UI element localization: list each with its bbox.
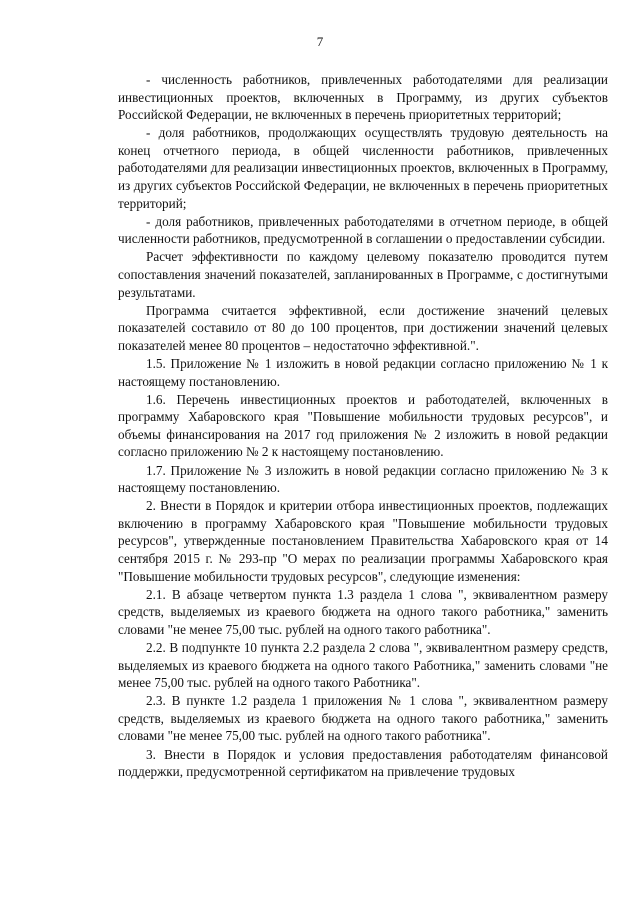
paragraph: 2. Внести в Порядок и критерии отбора инвестиционных проектов, подлежащих включению в программу Хабаровского края "Повышение мобильности трудовых ресурсов", утвержденные постановлением Правительства Хабаровского края от 14 сентября 2015 г. № 293-пр "О мерах по реализации программы Хабаровского края "Повышение мобильности трудовых ресурсов", следующие изменения:: [118, 498, 608, 584]
document-body: [118, 71, 608, 781]
paragraph: 2.1. В абзаце четвертом пункта 1.3 раздела 1 слова ", эквивалентном размеру средств, выделяемых из краевого бюджета на одного такого работника," заменить словами "не менее 75,00 тыс. рублей на одного такого работника".: [118, 586, 608, 637]
paragraph: - доля работников, привлеченных работодателями в отчетном периоде, в общей численности работников, предусмотренной в соглашении о предоставлении субсидии.: [118, 213, 608, 247]
paragraph: 2.2. В подпункте 10 пункта 2.2 раздела 2 слова ", эквивалентном размеру средств, выделяемых из краевого бюджета на одного такого Работника," заменить словами "не менее 75,00 тыс. рублей на одного такого Работника".: [118, 640, 608, 691]
paragraph: 1.6. Перечень инвестиционных проектов и работодателей, включенных в программу Хабаровского края "Повышение мобильности трудовых ресурсов", и объемы финансирования на 2017 год приложения № 2 изложить в новой редакции согласно приложению № 2 к настоящему постановлению.: [118, 391, 608, 460]
paragraph: 3. Внести в Порядок и условия предоставления работодателям финансовой поддержки, предусмотренной сертификатом на привлечение трудовых: [118, 746, 608, 780]
paragraph: 1.5. Приложение № 1 изложить в новой редакции согласно приложению № 1 к настоящему постановлению.: [118, 356, 608, 389]
paragraph: - доля работников, продолжающих осуществлять трудовую деятельность на конец отчетного периода, в общей численности работников, привлеченных работодателями для реализации инвестиционных проектов, включенных в Программу, из других субъектов Российской Федерации, не включенных в перечень приоритетных территорий;: [118, 125, 608, 211]
paragraph: Расчет эффективности по каждому целевому показателю проводится путем сопоставления значений показателей, запланированных в Программе, с достигнутыми результатами.: [118, 249, 608, 300]
paragraph: - численность работников, привлеченных работодателями для реализации инвестиционных проектов, включенных в Программу, из других субъектов Российской Федерации, не включенных в перечень приоритетных территорий;: [118, 72, 608, 123]
paragraph: 2.3. В пункте 1.2 раздела 1 приложения № 1 слова ", эквивалентном размеру средств, выделяемых из краевого бюджета на одного такого работника," заменить словами "не менее 75,00 тыс. рублей на одного такого работника".: [118, 693, 608, 744]
paragraph: 1.7. Приложение № 3 изложить в новой редакции согласно приложению № 3 к настоящему постановлению.: [118, 462, 608, 496]
page-number: 7: [316, 34, 324, 49]
paragraph: Программа считается эффективной, если достижение значений целевых показателей составило от 80 до 100 процентов, при достижении значений целевых показателей менее 80 процентов – недостаточно эффективной.".: [118, 302, 608, 353]
